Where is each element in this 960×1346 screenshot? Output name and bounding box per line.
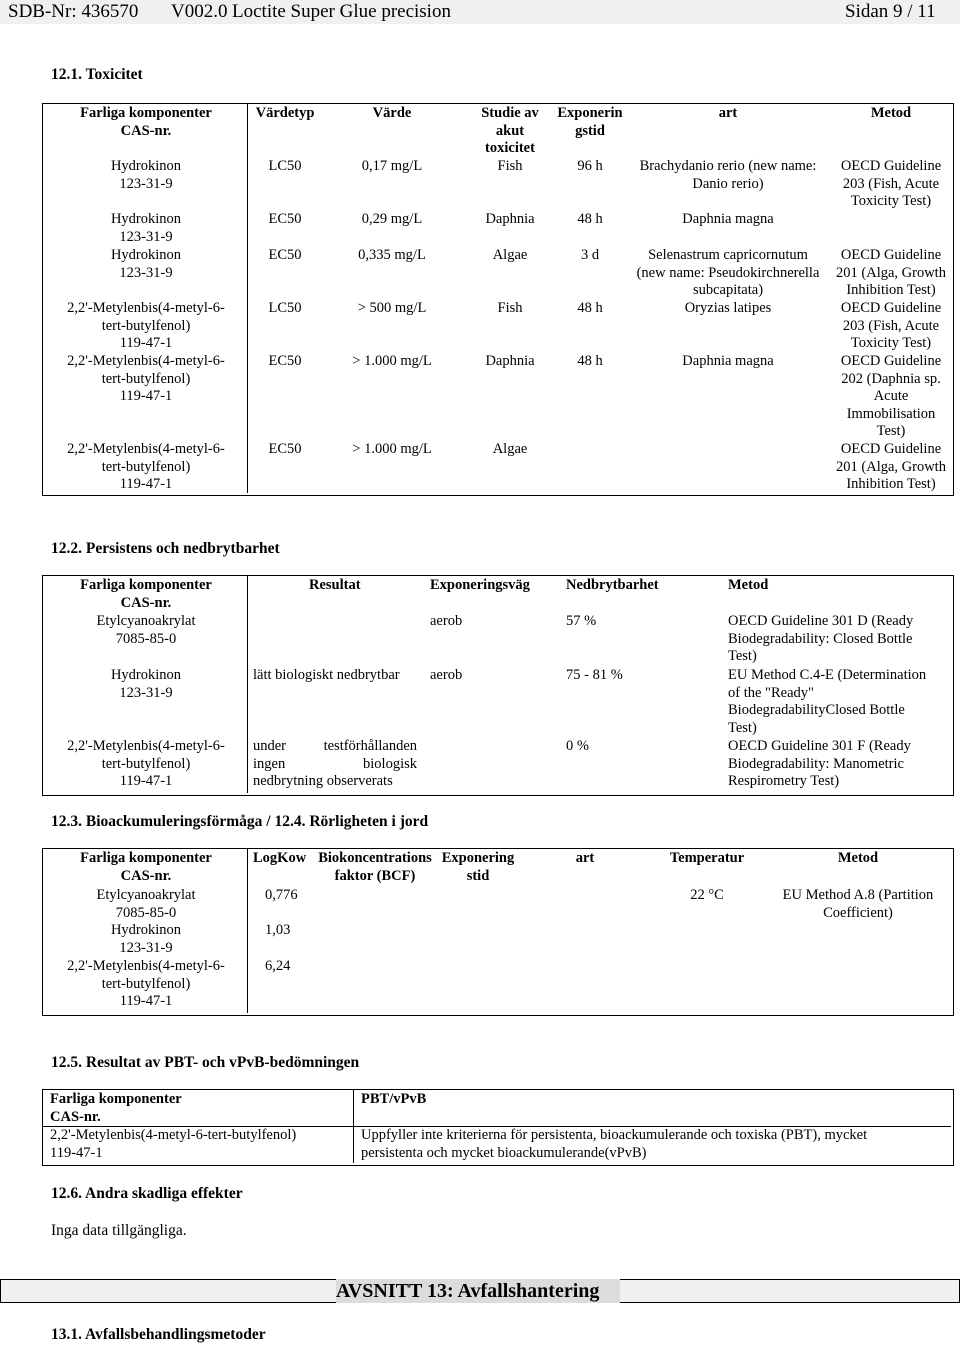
product-name: Loctite Super Glue precision: [232, 1, 451, 22]
column-header-method: Metod: [837, 850, 879, 866]
column-header-exposure-time: Exponering stid: [441, 850, 515, 884]
exposure-cell: 48 h: [577, 300, 603, 316]
column-header-species: art: [575, 850, 595, 866]
table-row-component: Etylcyanoakrylat 7085-85-0: [96, 613, 196, 647]
exposure-cell: 48 h: [577, 353, 603, 369]
column-header-component: Farliga komponenter CAS-nr.: [80, 577, 212, 611]
method-cell: OECD Guideline 301 F (Ready Biodegradability: Manometric Respirometry Test): [728, 738, 911, 789]
section-title-toxicity: 12.1. Toxicitet: [51, 66, 143, 83]
column-header-exposure-time: Exponerin gstid: [557, 105, 623, 139]
doc-number: SDB-Nr: 436570: [8, 1, 139, 22]
value-type-cell: EC50: [268, 211, 302, 227]
species-cell: Brachydanio rerio (new name: Danio rerio): [639, 158, 817, 192]
column-header-component: Farliga komponenter CAS-nr.: [80, 105, 212, 139]
exposure-cell: 3 d: [580, 247, 600, 263]
route-cell: aerob: [430, 613, 463, 629]
column-header-method: Metod: [870, 105, 912, 121]
column-header-temperature: Temperatur: [669, 850, 745, 866]
page-number: Sidan 9 / 11: [845, 1, 936, 22]
table-row-component: Hydrokinon 123-31-9: [110, 667, 182, 701]
table-row-component: 2,2'-Metylenbis(4-metyl-6- tert-butylfenol) 119-47-1: [67, 300, 225, 351]
column-header-species: art: [718, 105, 738, 121]
exposure-cell: 48 h: [577, 211, 603, 227]
value-type-cell: EC50: [268, 247, 302, 263]
method-cell: OECD Guideline 203 (Fish, Acute Toxicity Test): [840, 158, 942, 209]
column-header-study: Studie av akut toxicitet: [481, 105, 539, 156]
table-row-component: Hydrokinon 123-31-9: [110, 211, 182, 245]
section-title-pbt: 12.5. Resultat av PBT- och vPvB-bedömningen: [51, 1054, 360, 1071]
table-row-component: 2,2'-Metylenbis(4-metyl-6- tert-butylfenol) 119-47-1: [67, 958, 225, 1009]
value-cell: > 1.000 mg/L: [352, 441, 432, 457]
method-cell: OECD Guideline 301 D (Ready Biodegradability: Closed Bottle Test): [728, 613, 914, 664]
column-header-logkow: LogKow: [253, 850, 307, 866]
method-cell: OECD Guideline 201 (Alga, Growth Inhibition Test): [836, 247, 946, 298]
column-header-component: Farliga komponenter CAS-nr.: [80, 850, 212, 884]
species-cell: Daphnia magna: [682, 211, 774, 227]
study-cell: Algae: [492, 441, 528, 457]
result-cell: under testförhållanden ingen biologisk nedbrytning observerats: [253, 738, 417, 789]
column-header-route: Exponeringsväg: [430, 577, 530, 593]
logkow-cell: 0,776: [265, 887, 298, 903]
logkow-cell: 1,03: [265, 922, 291, 938]
page-header: [0, 0, 960, 24]
value-cell: > 500 mg/L: [357, 300, 427, 316]
column-header-method: Metod: [728, 577, 769, 593]
subsection-13-1-title: 13.1. Avfallsbehandlingsmetoder: [51, 1326, 266, 1343]
study-cell: Fish: [497, 158, 523, 174]
section-13-title: AVSNITT 13: Avfallshantering: [336, 1279, 620, 1303]
column-header-degradability: Nedbrytbarhet: [566, 577, 659, 593]
column-header-value: Värde: [372, 105, 412, 121]
value-cell: > 1.000 mg/L: [352, 353, 432, 369]
section-title-other-effects: 12.6. Andra skadliga effekter: [51, 1185, 243, 1202]
method-cell: EU Method A.8 (Partition Coefficient): [782, 887, 934, 921]
study-cell: Daphnia: [485, 211, 535, 227]
section-title-persistence: 12.2. Persistens och nedbrytbarhet: [51, 540, 280, 557]
study-cell: Algae: [492, 247, 528, 263]
logkow-cell: 6,24: [265, 958, 291, 974]
section-title-bioaccumulation: 12.3. Bioackumuleringsförmåga / 12.4. Rörligheten i jord: [51, 813, 429, 830]
species-cell: Selenastrum capricornutum (new name: Pseudokirchnerella subcapitata): [636, 247, 820, 298]
method-cell: EU Method C.4-E (Determination of the "Ready" BiodegradabilityClosed Bottle Test): [728, 667, 927, 736]
degradability-cell: 75 - 81 %: [566, 667, 623, 683]
degradability-cell: 57 %: [566, 613, 597, 629]
table-row-component: 2,2'-Metylenbis(4-metyl-6- tert-butylfenol) 119-47-1: [67, 738, 225, 789]
other-effects-text: Inga data tillgängliga.: [51, 1222, 187, 1239]
exposure-cell: 96 h: [577, 158, 603, 174]
species-cell: Oryzias latipes: [684, 300, 772, 316]
column-header-value-type: Värdetyp: [255, 105, 315, 121]
column-header-result: Resultat: [309, 577, 361, 593]
value-cell: 0,17 mg/L: [361, 158, 423, 174]
table-row-component: 2,2'-Metylenbis(4-metyl-6- tert-butylfenol) 119-47-1: [67, 353, 225, 404]
degradability-cell: 0 %: [566, 738, 589, 754]
column-header-pbt: PBT/vPvB: [361, 1091, 427, 1107]
method-cell: OECD Guideline 201 (Alga, Growth Inhibition Test): [836, 441, 946, 492]
result-cell: lätt biologiskt nedbrytbar: [253, 667, 400, 683]
method-cell: OECD Guideline 203 (Fish, Acute Toxicity Test): [840, 300, 942, 351]
study-cell: Daphnia: [485, 353, 535, 369]
value-cell: 0,335 mg/L: [358, 247, 426, 263]
route-cell: aerob: [430, 667, 463, 683]
species-cell: Daphnia magna: [682, 353, 774, 369]
table-row-component: Etylcyanoakrylat 7085-85-0: [96, 887, 196, 921]
table-row-component: Hydrokinon 123-31-9: [110, 247, 182, 281]
study-cell: Fish: [497, 300, 523, 316]
temperature-cell: 22 °C: [690, 887, 724, 903]
value-type-cell: EC50: [268, 441, 302, 457]
value-type-cell: LC50: [268, 300, 302, 316]
value-type-cell: EC50: [268, 353, 302, 369]
pbt-result-cell: Uppfyller inte kriterierna för persistenta, bioackumulerande och toxiska (PBT), mycket persistenta och mycket bioackumulerande(vPvB): [361, 1127, 868, 1161]
table-row-component: Hydrokinon 123-31-9: [110, 158, 182, 192]
method-cell: OECD Guideline 202 (Daphnia sp. Acute Immobilisation Test): [840, 353, 942, 439]
column-header-bcf: Biokoncentrations faktor (BCF): [318, 850, 432, 884]
table-row-component: 2,2'-Metylenbis(4-metyl-6-tert-butylfenol) 119-47-1: [50, 1127, 297, 1161]
table-row-component: Hydrokinon 123-31-9: [110, 922, 182, 956]
doc-version: V002.0: [171, 1, 228, 22]
table-row-component: 2,2'-Metylenbis(4-metyl-6- tert-butylfenol) 119-47-1: [67, 441, 225, 492]
value-cell: 0,29 mg/L: [361, 211, 423, 227]
column-header-component: Farliga komponenter CAS-nr.: [50, 1091, 182, 1125]
value-type-cell: LC50: [268, 158, 302, 174]
